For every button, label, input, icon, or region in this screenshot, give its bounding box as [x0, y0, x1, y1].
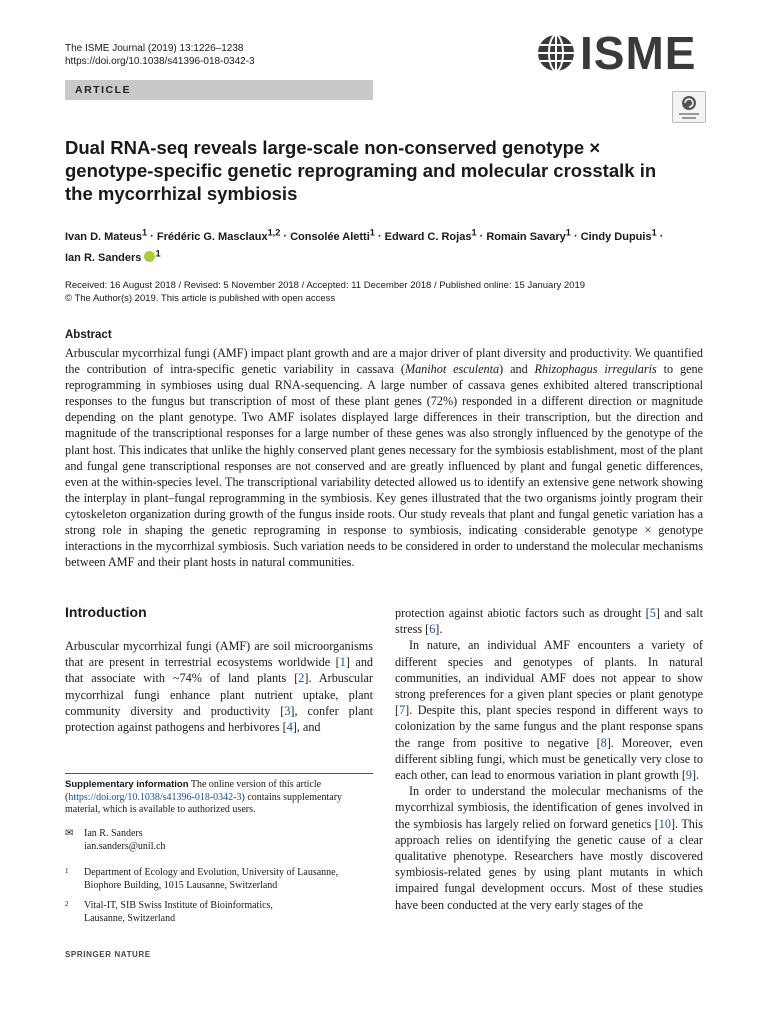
abstract-heading: Abstract — [65, 329, 112, 341]
intro-column-right — [395, 605, 703, 913]
introduction-heading: Introduction — [65, 604, 147, 620]
reference-link[interactable]: 9 — [685, 768, 692, 783]
publisher-logo: SPRINGER NATURE — [65, 950, 151, 959]
article-title: Dual RNA-seq reveals large-scale non-conserved genotype × genotype-specific genetic reprograming and molecular crosstalk in the mycorrhizal symbiosis — [65, 137, 657, 204]
affiliation-line: Vital-IT, SIB Swiss Institute of Bioinformatics, — [84, 900, 273, 911]
affiliation-line: Lausanne, Switzerland — [84, 912, 176, 924]
affiliation-line: Biophore Building, 1015 Lausanne, Switzerland — [84, 879, 278, 891]
corresponding-email[interactable]: ian.sanders@unil.ch — [84, 840, 166, 852]
orcid-icon[interactable] — [144, 251, 155, 262]
author[interactable]: Edward C. Rojas$^1$ — [384, 227, 477, 243]
envelope-icon: ✉ — [65, 828, 74, 839]
author[interactable]: Ian R. Sanders $^1$ — [65, 248, 161, 265]
author[interactable]: Romain Savary$^1$ — [486, 227, 571, 243]
affiliation-marker: 2 — [65, 900, 69, 908]
intro-paragraph: In order to understand the molecular mechanisms of the mycorrhizal symbiosis, the identification of genes involved in the symbiosis has largely relied on forward genetics [10]. This approach relies on identifying the genetic cause of a clear qualitative phenotype. Researchers have mostly discovered symbiosis-related genes by using plant mutants in which impaired fungal development occurs. Most of these studies have been conducted at the very early stages of the — [395, 784, 703, 912]
supplementary-label: Supplementary information — [65, 779, 189, 790]
reference-link[interactable]: 4 — [286, 720, 293, 735]
intro-paragraph: protection against abiotic factors such as drought [5] and salt stress [6]. — [395, 606, 703, 637]
doi-link[interactable]: https://doi.org/10.1038/s41396-018-0342-3 — [65, 56, 255, 67]
abstract-text: Arbuscular mycorrhizal fungi (AMF) impact plant growth and are a major driver of plant diversity and productivity. We quantified the contribution of intra-specific genetic variability in cassava (Manihot esculenta) and Rhizophagus irregularis to gene reprogramming in symbioses using dual RNA-sequencing. A large number of cassava genes exhibited altered transcriptional responses to the fungus but transcription of most of these plant genes (72%) responded in a different direction or magnitude depending on the plant genotype. Two AMF isolates displayed large differences in their transcription, but the direction and magnitude of the transcriptional responses for a large number of these genes was also strongly influenced by the genotype of the plant host. This indicates that unlike the highly conserved plant genes necessary for the symbiosis establishment, most of the plant and fungal gene transcriptional responses are not conserved and are greatly influenced by plant and fungal genetic differences, even at the within-species level. The transcriptional variability detected allowed us to identify an extensive gene network showing the interplay in plant–fungal reprogramming in the symbiosis. Key genes illustrated that the two organisms jointly program their cytoskeleton organization during growth of the fungus inside roots. Our study reveals that plant and fungal genetic variation has a strong role in shaping the genetic reprograming in response to symbiosis, indicating considerable genotype × genotype interactions in the mycorrhizal symbiosis. Such variation needs to be considered in order to understand the molecular mechanisms between AMF and their plant hosts in natural communities. — [65, 346, 703, 570]
isme-logo — [534, 28, 704, 78]
intro-paragraph: In nature, an individual AMF encounters a variety of different species and genotypes of plants. In natural communities, an individual AMF does not appear to show strong preferences for a given plant species or plant genotype [7]. Despite this, plant species respond in different ways to colonization by the same fungus and the plant response spans the range from positive to negative [8]. Moreover, even different sibling fungi, which must be genetically very close to each other, can lead to enormous variation in plant growth [9]. — [395, 638, 703, 783]
supplementary-info: Supplementary information The online version of this article (https://doi.org/10.1038/s41396-018-0342-3) contains supplementary material, which is available to authorized users. — [65, 779, 343, 816]
copyright-notice: © The Author(s) 2019. This article is published with open access — [65, 293, 336, 304]
footnote-divider — [65, 773, 373, 774]
author[interactable]: Frédéric G. Masclaux$^{1,2}$ — [156, 227, 281, 243]
reference-link[interactable]: 5 — [649, 606, 656, 620]
logo-text: ISME — [580, 27, 697, 79]
reference-link[interactable]: 1 — [339, 655, 346, 670]
affiliation-marker: 1 — [65, 867, 69, 875]
corresponding-name: Ian R. Sanders — [84, 828, 143, 839]
intro-paragraph-left: Arbuscular mycorrhizal fungi (AMF) are soil microorganisms that are present in terrestrial ecosystems worldwide [1] and that associate with ~74% of land plants [2]. Arbuscular mycorrhizal fungi enhance plant nutrient uptake, plant community diversity and productivity [3], confer plant protection against pathogens and herbivores [4], and — [65, 639, 374, 735]
reference-link[interactable]: 2 — [298, 671, 305, 686]
history-dates: Received: 16 August 2018 / Revised: 5 November 2018 / Accepted: 11 December 2018 / Published online: 15 January 2019 — [65, 280, 586, 291]
check-for-updates-badge[interactable] — [672, 91, 706, 123]
affiliation-line: Department of Ecology and Evolution, University of Lausanne, — [84, 867, 339, 878]
author[interactable]: Cindy Dupuis$^1$ — [580, 227, 657, 243]
supplementary-link[interactable]: https://doi.org/10.1038/s41396-018-0342-3 — [68, 791, 242, 803]
article-type-label: ARTICLE — [75, 84, 131, 96]
refresh-icon — [673, 92, 705, 122]
author-list: Ivan D. Mateus$^1$ · Frédéric G. Masclaux$^{1,2}$ · Consolée Aletti$^1$ · Edward C. Rojas$^1$ · Romain Savary$^1$ · Cindy Dupuis$^1$ · Ian R. Sanders $^1$ — [65, 227, 664, 265]
journal-citation: The ISME Journal (2019) 13:1226–1238 — [65, 43, 244, 54]
reference-link[interactable]: 8 — [600, 735, 607, 750]
journal-meta — [65, 42, 255, 68]
reference-link[interactable]: 6 — [429, 622, 436, 637]
reference-link[interactable]: 3 — [284, 703, 291, 718]
publication-dates — [65, 279, 715, 305]
author[interactable]: Consolée Aletti$^1$ — [290, 227, 375, 243]
reference-link[interactable]: 7 — [399, 703, 406, 718]
article-type-bar — [65, 80, 373, 100]
reference-link[interactable]: 10 — [658, 816, 671, 831]
author[interactable]: Ivan D. Mateus$^1$ — [65, 227, 148, 243]
